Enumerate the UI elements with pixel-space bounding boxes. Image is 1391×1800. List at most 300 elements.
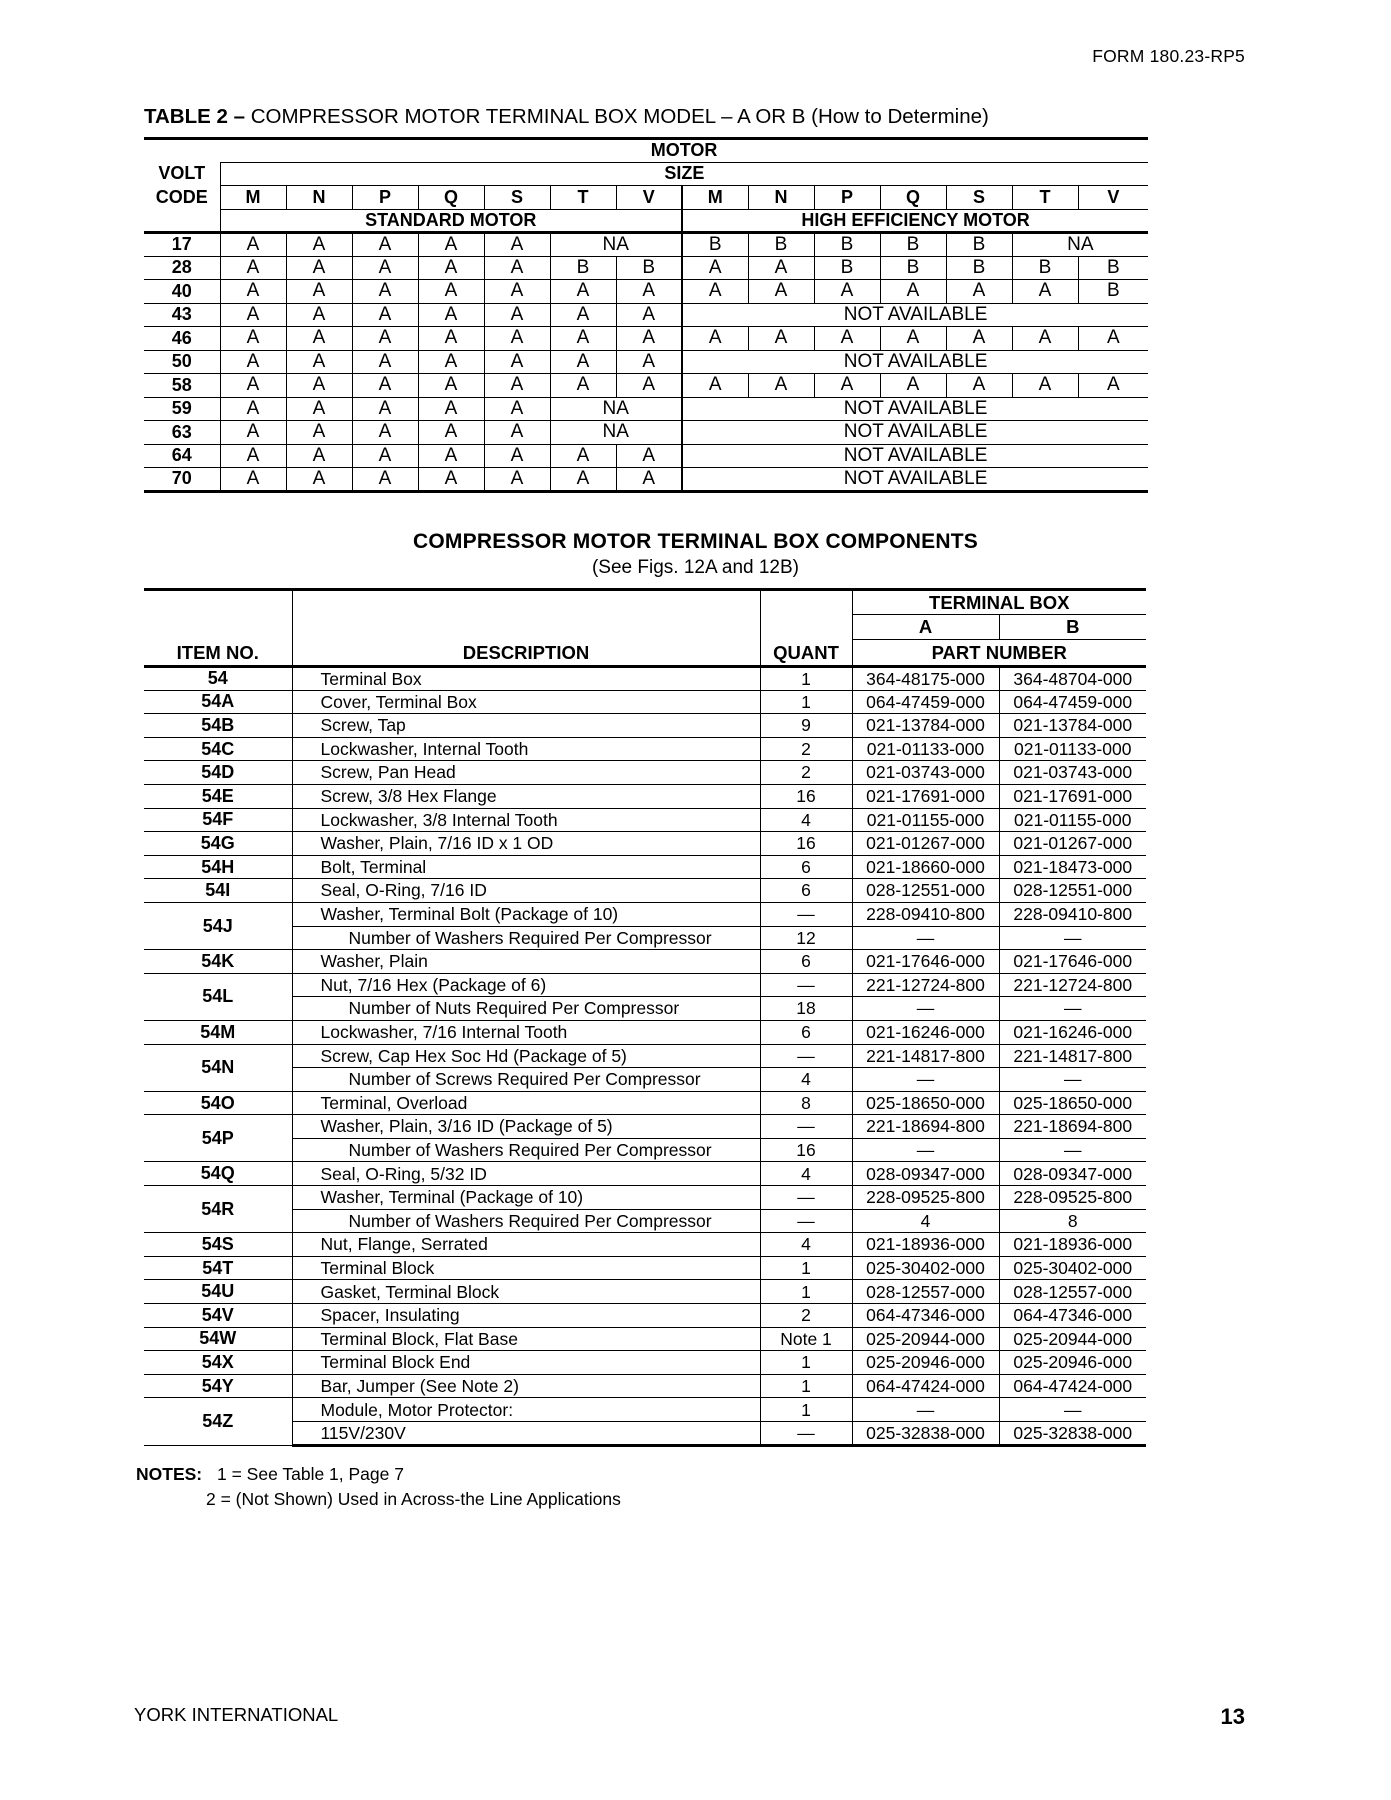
table2-cell-standard: A [352,280,418,304]
components-quant: 18 [760,997,852,1021]
components-part-number-a: 021-13784-000 [852,714,999,738]
components-description: Bolt, Terminal [292,855,760,879]
table2-cell-standard: B [616,256,682,280]
notes-text-2: 2 = (Not Shown) Used in Across-the Line Applications [206,1488,621,1509]
components-description: Washer, Plain [292,950,760,974]
table2-cell-standard: A [220,421,286,445]
components-part-number-b: 025-20946-000 [999,1351,1146,1375]
table2-cell-standard: A [220,350,286,374]
components-part-number-a: 025-20944-000 [852,1327,999,1351]
components-quant: 16 [760,1138,852,1162]
table2-size-he-v: V [1078,186,1148,210]
components-part-number-a: 064-47424-000 [852,1374,999,1398]
components-part-number-a: 221-18694-800 [852,1115,999,1139]
table2-cell-high-efficiency: B [946,256,1012,280]
table2-row [144,280,1148,304]
components-row [144,926,1146,950]
components-description: Number of Screws Required Per Compressor [292,1068,760,1092]
components-quant: 6 [760,855,852,879]
table2-cell-standard: A [484,327,550,351]
components-item-no: 54L [144,973,292,1020]
components-header-row-3 [144,640,1146,667]
table2-cell-high-efficiency-span: NA [1012,233,1148,257]
table2-cell-high-efficiency: A [946,374,1012,398]
components-quant: — [760,1044,852,1068]
components-row [144,690,1146,714]
components-part-number-b: 221-14817-800 [999,1044,1146,1068]
table2-head-body [144,139,1148,233]
table2-cell-high-efficiency: B [1078,280,1148,304]
components-row [144,1044,1146,1068]
table2-cell-standard: A [550,280,616,304]
components-quant: 1 [760,1398,852,1422]
components-item-no: 54A [144,690,292,714]
table2-body [144,233,1148,492]
table2-cell-standard: A [286,256,352,280]
components-description: Lockwasher, 7/16 Internal Tooth [292,1020,760,1044]
table2-header-motor: MOTOR [220,139,1148,163]
table2-row [144,421,1148,445]
components-part-number-a: 064-47346-000 [852,1304,999,1328]
components-row [144,1091,1146,1115]
components-part-number-a: 025-30402-000 [852,1256,999,1280]
table2-header-code: CODE [144,186,220,210]
components-part-number-b: 021-17691-000 [999,784,1146,808]
components-subtitle: (See Figs. 12A and 12B) [591,557,799,578]
table2-cell-standard: A [484,468,550,492]
components-description: Screw, Pan Head [292,761,760,785]
table2-cell-standard: A [550,374,616,398]
components-row [144,973,1146,997]
components-item-no: 54G [144,832,292,856]
components-item-no: 54C [144,737,292,761]
table2-volt-code: 70 [144,468,220,492]
table2-cell-standard: A [616,374,682,398]
components-part-number-b: 021-01155-000 [999,808,1146,832]
components-part-number-a: — [852,1398,999,1422]
components-description: Lockwasher, 3/8 Internal Tooth [292,808,760,832]
components-quant: 1 [760,690,852,714]
components-part-number-a: 064-47459-000 [852,690,999,714]
components-quant: Note 1 [760,1327,852,1351]
components-row [144,1186,1146,1210]
footer-page-number: 13 [1220,1704,1245,1729]
components-item-no: 54E [144,784,292,808]
components-part-number-b: 021-18473-000 [999,855,1146,879]
table2-cell-standard: A [550,327,616,351]
components-part-number-a: 021-16246-000 [852,1020,999,1044]
table2-cell-high-efficiency: A [748,374,814,398]
table2 [144,137,1148,493]
components-part-number-b: — [999,926,1146,950]
table2-container [144,137,1146,493]
components-item-no: 54M [144,1020,292,1044]
table2-cell-standard: A [352,444,418,468]
table2-cell-high-efficiency: B [880,233,946,257]
components-quant: — [760,1186,852,1210]
table2-cell-standard: A [220,444,286,468]
components-description: Terminal Block [292,1256,760,1280]
table2-cell-standard: A [220,374,286,398]
table2-size-std-q: Q [418,186,484,210]
components-description: Nut, 7/16 Hex (Package of 6) [292,973,760,997]
table2-volt-code: 58 [144,374,220,398]
components-description: Bar, Jumper (See Note 2) [292,1374,760,1398]
table2-header-sizes-row [144,186,1148,210]
components-head-body [144,590,1146,667]
table2-cell-standard-span: NA [550,233,682,257]
components-part-number-b: 028-09347-000 [999,1162,1146,1186]
components-description: Number of Washers Required Per Compressor [292,926,760,950]
components-part-number-b: 064-47459-000 [999,690,1146,714]
table2-size-std-m: M [220,186,286,210]
components-row [144,855,1146,879]
table2-cell-high-efficiency: A [748,327,814,351]
components-part-number-b: 221-18694-800 [999,1115,1146,1139]
table2-cell-standard: A [418,374,484,398]
table2-cell-high-efficiency: A [814,280,880,304]
components-row [144,1233,1146,1257]
components-part-number-b: 021-01267-000 [999,832,1146,856]
table2-cell-high-efficiency: B [682,233,748,257]
table2-cell-standard: B [550,256,616,280]
table2-row [144,327,1148,351]
table2-cell-high-efficiency: A [1012,280,1078,304]
table2-cell-high-efficiency-span: NOT AVAILABLE [682,303,1148,327]
table2-cell-standard: A [220,327,286,351]
components-quant: — [760,902,852,926]
table2-cell-high-efficiency: A [1012,374,1078,398]
table2-header-motortype-row [144,209,1148,233]
table2-cell-standard: A [484,303,550,327]
table2-cell-standard: A [484,256,550,280]
components-part-number-b: 021-16246-000 [999,1020,1146,1044]
table2-cell-high-efficiency: A [1078,327,1148,351]
table2-cell-standard: A [484,280,550,304]
components-row [144,1327,1146,1351]
table2-cell-standard: A [418,256,484,280]
table2-cell-standard: A [220,256,286,280]
components-item-no: 54I [144,879,292,903]
components-row [144,1020,1146,1044]
components-description: Lockwasher, Internal Tooth [292,737,760,761]
table2-cell-standard: A [286,233,352,257]
components-row [144,1304,1146,1328]
components-item-no: 54Q [144,1162,292,1186]
components-row [144,997,1146,1021]
table2-size-he-t: T [1012,186,1078,210]
components-part-number-b: 021-01133-000 [999,737,1146,761]
components-part-number-a: 4 [852,1209,999,1233]
components-header-terminal-box: TERMINAL BOX [852,590,1146,615]
components-quant: — [760,1209,852,1233]
table2-cell-standard: A [352,468,418,492]
table2-cell-standard: A [352,350,418,374]
components-row [144,1256,1146,1280]
components-header-row-1 [144,590,1146,615]
table2-cell-standard-span: NA [550,421,682,445]
components-quant: 6 [760,950,852,974]
components-part-number-a: 228-09525-800 [852,1186,999,1210]
components-description: Terminal Block, Flat Base [292,1327,760,1351]
components-item-no: 54 [144,667,292,691]
table2-cell-high-efficiency: B [1078,256,1148,280]
components-part-number-a: 025-32838-000 [852,1422,999,1446]
components-quant: 12 [760,926,852,950]
components-item-no: 54B [144,714,292,738]
components-item-no: 54J [144,902,292,949]
components-quant: 6 [760,879,852,903]
components-row [144,808,1146,832]
components-quant: 1 [760,1256,852,1280]
table2-cell-standard: A [484,233,550,257]
table2-cell-high-efficiency: A [880,374,946,398]
components-part-number-a: — [852,926,999,950]
components-title: COMPRESSOR MOTOR TERMINAL BOX COMPONENTS [413,530,978,553]
components-quant: 1 [760,1280,852,1304]
components-part-number-a: 021-01267-000 [852,832,999,856]
components-header-item-no-label: ITEM NO. [144,640,292,667]
table2-size-he-m: M [682,186,748,210]
table2-cell-standard: A [352,397,418,421]
components-quant: 9 [760,714,852,738]
components-row [144,737,1146,761]
table2-cell-high-efficiency-span: NOT AVAILABLE [682,468,1148,492]
table2-size-std-v: V [616,186,682,210]
components-item-no: 54K [144,950,292,974]
components-part-number-a: 221-14817-800 [852,1044,999,1068]
table2-cell-standard: A [352,421,418,445]
table2-cell-standard: A [220,397,286,421]
table2-cell-standard: A [418,350,484,374]
notes-label: NOTES: [136,1464,203,1484]
notes-text-1: 1 = See Table 1, Page 7 [217,1464,404,1484]
components-part-number-a: — [852,1138,999,1162]
table2-cell-standard: A [286,374,352,398]
components-quant: 16 [760,784,852,808]
components-part-number-b: 221-12724-800 [999,973,1146,997]
table2-header-high-efficiency-motor: HIGH EFFICIENCY MOTOR [682,209,1148,233]
components-header-quant-label: QUANT [760,640,852,667]
table2-cell-high-efficiency: A [1078,374,1148,398]
table2-cell-standard: A [484,397,550,421]
table2-cell-standard: A [220,303,286,327]
table2-cell-standard: A [286,350,352,374]
table2-cell-standard: A [220,233,286,257]
table2-cell-high-efficiency: A [682,256,748,280]
components-table-body [144,667,1146,1446]
table2-cell-high-efficiency: A [880,280,946,304]
components-part-number-a: 021-17646-000 [852,950,999,974]
table2-cell-high-efficiency: A [748,280,814,304]
components-quant: 2 [760,1304,852,1328]
components-item-no: 54P [144,1115,292,1162]
components-item-no: 54R [144,1186,292,1233]
components-row [144,879,1146,903]
table2-volt-code: 46 [144,327,220,351]
table2-cell-standard: A [616,350,682,374]
table2-cell-standard: A [286,421,352,445]
components-header-col-a: A [852,615,999,640]
components-item-no: 54O [144,1091,292,1115]
table2-cell-standard: A [484,374,550,398]
components-part-number-b: 228-09410-800 [999,902,1146,926]
table2-cell-high-efficiency: A [946,280,1012,304]
components-part-number-a: 028-12551-000 [852,879,999,903]
components-description: Number of Washers Required Per Compressor [292,1209,760,1233]
components-row [144,1280,1146,1304]
table2-volt-code: 28 [144,256,220,280]
footer-company: YORK INTERNATIONAL [134,1704,339,1725]
components-quant: 1 [760,1374,852,1398]
components-description: Washer, Plain, 3/16 ID (Package of 5) [292,1115,760,1139]
components-part-number-a: 021-18936-000 [852,1233,999,1257]
components-quant: 4 [760,1233,852,1257]
table2-cell-standard: A [616,444,682,468]
components-description: Screw, Tap [292,714,760,738]
table2-volt-code: 40 [144,280,220,304]
components-description: Screw, Cap Hex Soc Hd (Package of 5) [292,1044,760,1068]
components-item-no: 54H [144,855,292,879]
components-quant: 6 [760,1020,852,1044]
components-description: Screw, 3/8 Hex Flange [292,784,760,808]
table2-size-he-q: Q [880,186,946,210]
components-quant: 4 [760,1162,852,1186]
components-row [144,950,1146,974]
table2-cell-standard: A [616,303,682,327]
components-part-number-a: — [852,1068,999,1092]
components-item-no: 54T [144,1256,292,1280]
table2-row [144,233,1148,257]
table2-row [144,350,1148,374]
components-item-no: 54X [144,1351,292,1375]
components-table [144,588,1146,1447]
components-row [144,667,1146,691]
components-part-number-a: 021-18660-000 [852,855,999,879]
table2-cell-high-efficiency: A [880,327,946,351]
table2-cell-high-efficiency: B [880,256,946,280]
components-part-number-b: 364-48704-000 [999,667,1146,691]
table2-volt-code: 50 [144,350,220,374]
table2-header-size-row [144,162,1148,186]
table2-row [144,397,1148,421]
table2-cell-high-efficiency-span: NOT AVAILABLE [682,350,1148,374]
components-part-number-b: — [999,1398,1146,1422]
table2-row [144,444,1148,468]
table2-header-size: SIZE [220,162,1148,186]
components-table-container [144,588,1146,1447]
components-description: Gasket, Terminal Block [292,1280,760,1304]
notes-block [136,1462,621,1512]
components-part-number-b: 025-32838-000 [999,1422,1146,1446]
table2-cell-standard: A [418,327,484,351]
table2-cell-standard: A [616,468,682,492]
table2-header-standard-motor: STANDARD MOTOR [220,209,682,233]
components-description: Washer, Terminal Bolt (Package of 10) [292,902,760,926]
components-quant: 16 [760,832,852,856]
table2-size-std-n: N [286,186,352,210]
components-row [144,1138,1146,1162]
table2-cell-standard: A [352,303,418,327]
table2-cell-standard: A [220,280,286,304]
components-part-number-a: 364-48175-000 [852,667,999,691]
components-quant: 4 [760,808,852,832]
table2-cell-high-efficiency: A [682,374,748,398]
components-quant: 2 [760,737,852,761]
table2-cell-standard: A [484,444,550,468]
table2-cell-standard: A [352,374,418,398]
table2-cell-high-efficiency: B [814,256,880,280]
table2-cell-standard: A [418,280,484,304]
table2-cell-high-efficiency-span: NOT AVAILABLE [682,421,1148,445]
components-part-number-a: 028-12557-000 [852,1280,999,1304]
components-item-no: 54U [144,1280,292,1304]
components-row [144,1422,1146,1446]
components-part-number-a: — [852,997,999,1021]
table2-title-bold: TABLE 2 – [144,105,245,128]
components-part-number-b: 025-18650-000 [999,1091,1146,1115]
table2-header-motor-row [144,139,1148,163]
table2-cell-standard: A [418,303,484,327]
components-item-no: 54S [144,1233,292,1257]
table2-cell-standard: A [352,256,418,280]
components-description: Number of Washers Required Per Compressor [292,1138,760,1162]
table2-cell-high-efficiency: B [814,233,880,257]
table2-row [144,303,1148,327]
components-part-number-a: 228-09410-800 [852,902,999,926]
components-description: Terminal, Overload [292,1091,760,1115]
table2-size-std-p: P [352,186,418,210]
table2-cell-standard: A [220,468,286,492]
table2-cell-high-efficiency: A [748,256,814,280]
table2-title [144,105,989,129]
table2-cell-high-efficiency: A [946,327,1012,351]
table2-cell-standard: A [550,303,616,327]
components-description: Cover, Terminal Box [292,690,760,714]
components-part-number-b: 064-47346-000 [999,1304,1146,1328]
components-part-number-b: 021-13784-000 [999,714,1146,738]
table2-cell-standard: A [418,444,484,468]
table2-row [144,374,1148,398]
table2-cell-standard: A [550,444,616,468]
components-part-number-b: 228-09525-800 [999,1186,1146,1210]
components-row [144,1374,1146,1398]
components-item-no: 54W [144,1327,292,1351]
components-description: Terminal Block End [292,1351,760,1375]
components-part-number-b: 028-12551-000 [999,879,1146,903]
table2-cell-standard: A [418,397,484,421]
components-description: Seal, O-Ring, 7/16 ID [292,879,760,903]
components-part-number-b: — [999,997,1146,1021]
components-row [144,1068,1146,1092]
components-item-no: 54D [144,761,292,785]
components-part-number-a: 028-09347-000 [852,1162,999,1186]
table2-cell-standard: A [286,397,352,421]
table2-cell-standard: A [286,280,352,304]
table2-cell-high-efficiency-span: NOT AVAILABLE [682,397,1148,421]
components-row [144,902,1146,926]
components-header-description-pad [292,590,760,640]
components-row [144,1162,1146,1186]
table2-cell-high-efficiency: A [814,327,880,351]
table2-cell-standard: A [418,421,484,445]
components-row [144,714,1146,738]
components-item-no: 54Y [144,1374,292,1398]
components-header-item-no [144,590,292,640]
components-description: Module, Motor Protector: [292,1398,760,1422]
table2-volt-code: 59 [144,397,220,421]
components-part-number-a: 021-17691-000 [852,784,999,808]
